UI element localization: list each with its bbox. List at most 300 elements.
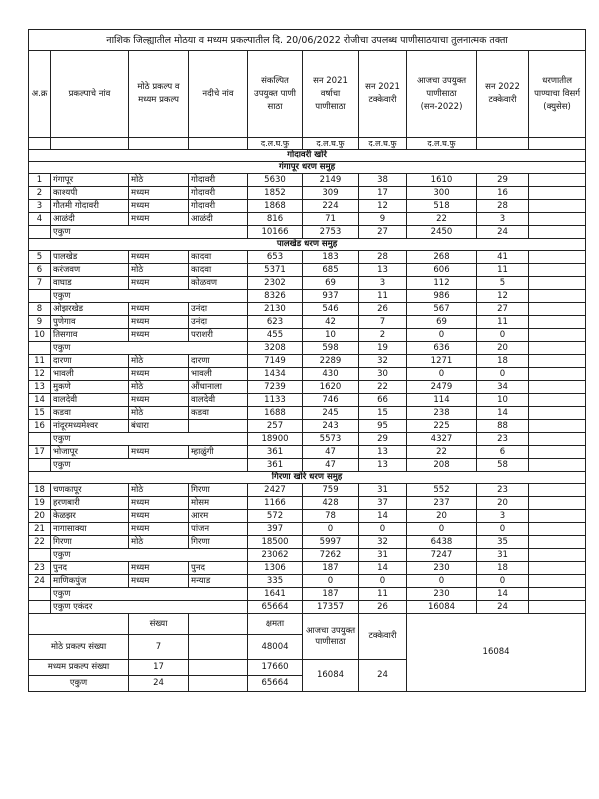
river-cell: पांजन xyxy=(189,523,248,536)
summary-block xyxy=(29,614,586,692)
river-cell: कादवा xyxy=(189,264,248,277)
total-row xyxy=(29,549,586,562)
river-cell: उनंदा xyxy=(189,316,248,329)
pct-2022-cell: 5 xyxy=(477,277,529,290)
table-row xyxy=(29,562,586,575)
header-type: मोठे प्रकल्प व मध्यम प्रकल्प xyxy=(129,51,189,138)
project-type-cell: मध्यम xyxy=(129,368,189,381)
project-type-cell: मध्यम xyxy=(129,394,189,407)
table-row xyxy=(29,510,586,523)
capacity-cell: 1434 xyxy=(248,368,303,381)
serial-cell: 14 xyxy=(29,394,51,407)
stock-2022-cell: 69 xyxy=(407,316,477,329)
pct-2021-cell: 12 xyxy=(359,200,407,213)
project-name-cell: केळझर xyxy=(51,510,129,523)
capacity-cell: 1641 xyxy=(248,588,303,601)
capacity-cell: 7239 xyxy=(248,381,303,394)
project-name-cell: मुकणे xyxy=(51,381,129,394)
summary-total-count: 24 xyxy=(129,676,189,692)
table-row xyxy=(29,575,586,588)
pct-2021-cell: 19 xyxy=(359,342,407,355)
stock-2022-cell: 986 xyxy=(407,290,477,303)
pct-2022-cell: 12 xyxy=(477,290,529,303)
total-row xyxy=(29,290,586,303)
project-type-cell: मोठे xyxy=(129,381,189,394)
pct-2022-cell: 23 xyxy=(477,484,529,497)
table-title: नाशिक जिल्ह्यातील मोठया व मध्यम प्रकल्पातील दि. 20/06/2022 रोजीचा उपलब्ध पाणीसाठयाचा तुलनात्मक तक्ता xyxy=(29,30,586,51)
capacity-cell: 1306 xyxy=(248,562,303,575)
serial-cell: 13 xyxy=(29,381,51,394)
river-cell: कादवा xyxy=(189,251,248,264)
header-pct-2022: सन 2022 टक्केवारी xyxy=(477,51,529,138)
project-name-cell: भोजापूर xyxy=(51,446,129,459)
stock-2022-cell: 238 xyxy=(407,407,477,420)
capacity-cell: 8326 xyxy=(248,290,303,303)
project-type-cell: मध्यम xyxy=(129,329,189,342)
table-row xyxy=(29,187,586,200)
header-stock-2021: सन 2021 वर्षाचा पाणीसाठा xyxy=(303,51,359,138)
project-name-cell: कडवा xyxy=(51,407,129,420)
table-row xyxy=(29,407,586,420)
capacity-cell: 335 xyxy=(248,575,303,588)
unit-label: द.ल.घ.फु xyxy=(359,138,407,150)
pct-2022-cell: 16 xyxy=(477,187,529,200)
capacity-cell: 623 xyxy=(248,316,303,329)
project-name-cell: गंगापूर xyxy=(51,174,129,187)
stock-2021-cell: 78 xyxy=(303,510,359,523)
pct-2021-cell: 0 xyxy=(359,523,407,536)
stock-2022-cell: 1271 xyxy=(407,355,477,368)
river-cell: गिरणा xyxy=(189,484,248,497)
stock-2022-cell: 237 xyxy=(407,497,477,510)
pct-2021-cell: 13 xyxy=(359,459,407,472)
pct-2022-cell: 3 xyxy=(477,213,529,226)
water-storage-table xyxy=(28,29,586,692)
project-type-cell: मोठे xyxy=(129,355,189,368)
pct-2021-cell: 14 xyxy=(359,510,407,523)
stock-2021-cell: 546 xyxy=(303,303,359,316)
total-label: एकुण एकंदर xyxy=(51,601,248,614)
pct-2021-cell: 9 xyxy=(359,213,407,226)
project-name-cell: नागासाक्या xyxy=(51,523,129,536)
summary-total-label: एकुण xyxy=(29,676,129,692)
stock-2022-cell: 606 xyxy=(407,264,477,277)
pct-2021-cell: 0 xyxy=(359,575,407,588)
river-cell: औंधानाला xyxy=(189,381,248,394)
header-sr: अ.क्र xyxy=(29,51,51,138)
table-body xyxy=(29,162,586,614)
pct-2021-cell: 32 xyxy=(359,355,407,368)
river-cell: वालदेवी xyxy=(189,394,248,407)
serial-cell: 1 xyxy=(29,174,51,187)
project-name-cell: करंजवण xyxy=(51,264,129,277)
capacity-cell: 1133 xyxy=(248,394,303,407)
stock-2021-cell: 71 xyxy=(303,213,359,226)
total-label: एकुण xyxy=(51,459,248,472)
capacity-cell: 455 xyxy=(248,329,303,342)
stock-2021-cell: 2753 xyxy=(303,226,359,239)
table-row xyxy=(29,446,586,459)
stock-2022-cell: 0 xyxy=(407,368,477,381)
pct-2022-cell: 0 xyxy=(477,329,529,342)
pct-2022-cell: 0 xyxy=(477,575,529,588)
pct-2021-cell: 26 xyxy=(359,303,407,316)
stock-2022-cell: 0 xyxy=(407,523,477,536)
pct-2022-cell: 27 xyxy=(477,303,529,316)
pct-2022-cell: 29 xyxy=(477,174,529,187)
stock-2022-cell: 208 xyxy=(407,459,477,472)
unit-label: द.ल.घ.फु xyxy=(248,138,303,150)
serial-cell: 6 xyxy=(29,264,51,277)
project-type-cell: मोठे xyxy=(129,174,189,187)
stock-2022-cell: 16084 xyxy=(407,601,477,614)
pct-2022-cell: 0 xyxy=(477,368,529,381)
project-name-cell: दारणा xyxy=(51,355,129,368)
capacity-cell: 1688 xyxy=(248,407,303,420)
stock-2021-cell: 69 xyxy=(303,277,359,290)
pct-2021-cell: 13 xyxy=(359,446,407,459)
header-capacity: संकल्पित उपयुक्त पाणी साठा xyxy=(248,51,303,138)
pct-2021-cell: 95 xyxy=(359,420,407,433)
table-row xyxy=(29,303,586,316)
capacity-cell: 65664 xyxy=(248,601,303,614)
pct-2022-cell: 11 xyxy=(477,316,529,329)
serial-cell: 16 xyxy=(29,420,51,433)
table-row xyxy=(29,277,586,290)
serial-cell: 2 xyxy=(29,187,51,200)
project-name-cell: पुणेगाव xyxy=(51,316,129,329)
stock-2021-cell: 47 xyxy=(303,459,359,472)
section-row xyxy=(29,239,586,251)
pct-2021-cell: 37 xyxy=(359,497,407,510)
capacity-cell: 5630 xyxy=(248,174,303,187)
river-cell: कोळवण xyxy=(189,277,248,290)
river-cell xyxy=(189,420,248,433)
pct-2021-cell: 11 xyxy=(359,588,407,601)
capacity-cell: 23062 xyxy=(248,549,303,562)
table-row xyxy=(29,497,586,510)
project-name-cell: गौतमी गोदावरी xyxy=(51,200,129,213)
project-type-cell: मध्यम xyxy=(129,213,189,226)
stock-2021-cell: 598 xyxy=(303,342,359,355)
river-cell: आळंदी xyxy=(189,213,248,226)
project-type-cell: मध्यम xyxy=(129,575,189,588)
pct-2022-cell: 10 xyxy=(477,394,529,407)
pct-2021-cell: 2 xyxy=(359,329,407,342)
project-type-cell: मध्यम xyxy=(129,510,189,523)
river-cell: म्हाळुंगी xyxy=(189,446,248,459)
project-type-cell: मोठे xyxy=(129,264,189,277)
total-row xyxy=(29,342,586,355)
total-label: एकुण xyxy=(51,549,248,562)
summary-mid-label: मध्यम प्रकल्प संख्या xyxy=(29,660,129,676)
capacity-cell: 653 xyxy=(248,251,303,264)
serial-cell: 10 xyxy=(29,329,51,342)
pct-2022-cell: 35 xyxy=(477,536,529,549)
capacity-cell: 361 xyxy=(248,446,303,459)
stock-2022-cell: 552 xyxy=(407,484,477,497)
pct-2021-cell: 17 xyxy=(359,187,407,200)
stock-2022-cell: 7247 xyxy=(407,549,477,562)
pct-2022-cell: 41 xyxy=(477,251,529,264)
total-label: एकुण xyxy=(51,226,248,239)
stock-2022-cell: 0 xyxy=(407,329,477,342)
table-row xyxy=(29,536,586,549)
stock-2021-cell: 5997 xyxy=(303,536,359,549)
total-label: एकुण xyxy=(51,588,248,601)
river-cell: मन्याड xyxy=(189,575,248,588)
unit-label: द.ल.घ.फु xyxy=(407,138,477,150)
header-discharge: धरणातील पाण्याचा विसर्ग (क्युसेस) xyxy=(529,51,586,138)
table-row xyxy=(29,394,586,407)
project-name-cell: नांदूरमध्यमेश्वर xyxy=(51,420,129,433)
stock-2021-cell: 0 xyxy=(303,523,359,536)
serial-cell: 8 xyxy=(29,303,51,316)
capacity-cell: 572 xyxy=(248,510,303,523)
pct-2022-cell: 31 xyxy=(477,549,529,562)
capacity-cell: 3208 xyxy=(248,342,303,355)
stock-2022-cell: 114 xyxy=(407,394,477,407)
pct-2022-cell: 11 xyxy=(477,264,529,277)
pct-2022-cell: 18 xyxy=(477,355,529,368)
stock-2022-cell: 22 xyxy=(407,446,477,459)
serial-cell: 20 xyxy=(29,510,51,523)
project-type-cell: मध्यम xyxy=(129,446,189,459)
table-row xyxy=(29,368,586,381)
header-pct-2021: सन 2021 टक्केवारी xyxy=(359,51,407,138)
pct-2021-cell: 7 xyxy=(359,316,407,329)
pct-2022-cell: 24 xyxy=(477,601,529,614)
serial-cell: 17 xyxy=(29,446,51,459)
project-type-cell: मध्यम xyxy=(129,523,189,536)
table-row xyxy=(29,174,586,187)
table-row xyxy=(29,484,586,497)
project-type-cell: बंधारा xyxy=(129,420,189,433)
stock-2022-cell: 300 xyxy=(407,187,477,200)
pct-2022-cell: 34 xyxy=(477,381,529,394)
summary-stock-header: आजचा उपयुक्त पाणीसाठा xyxy=(303,614,359,660)
summary-big-label: मोठे प्रकल्प संख्या xyxy=(29,635,129,660)
table-row xyxy=(29,381,586,394)
table-row xyxy=(29,213,586,226)
capacity-cell: 397 xyxy=(248,523,303,536)
stock-2021-cell: 17357 xyxy=(303,601,359,614)
pct-2022-cell: 58 xyxy=(477,459,529,472)
capacity-cell: 257 xyxy=(248,420,303,433)
river-cell: गिरणा xyxy=(189,536,248,549)
stock-2021-cell: 245 xyxy=(303,407,359,420)
stock-2021-cell: 430 xyxy=(303,368,359,381)
pct-2021-cell: 66 xyxy=(359,394,407,407)
stock-2021-cell: 428 xyxy=(303,497,359,510)
pct-2021-cell: 30 xyxy=(359,368,407,381)
pct-2021-cell: 22 xyxy=(359,381,407,394)
section-row xyxy=(29,162,586,174)
serial-cell: 5 xyxy=(29,251,51,264)
project-name-cell: वालदेवी xyxy=(51,394,129,407)
capacity-cell: 7149 xyxy=(248,355,303,368)
project-name-cell: तिसगाव xyxy=(51,329,129,342)
stock-2021-cell: 685 xyxy=(303,264,359,277)
project-type-cell: मध्यम xyxy=(129,497,189,510)
project-type-cell: मध्यम xyxy=(129,187,189,200)
table-row xyxy=(29,420,586,433)
river-cell: दारणा xyxy=(189,355,248,368)
summary-count-header: संख्या xyxy=(129,614,189,635)
river-cell: उनंदा xyxy=(189,303,248,316)
stock-2021-cell: 7262 xyxy=(303,549,359,562)
stock-2021-cell: 243 xyxy=(303,420,359,433)
stock-2021-cell: 2289 xyxy=(303,355,359,368)
pct-2021-cell: 11 xyxy=(359,290,407,303)
table-row xyxy=(29,329,586,342)
pct-2021-cell: 3 xyxy=(359,277,407,290)
pct-2022-cell: 0 xyxy=(477,523,529,536)
stock-2021-cell: 2149 xyxy=(303,174,359,187)
stock-2021-cell: 224 xyxy=(303,200,359,213)
summary-pct-value: 24 xyxy=(359,660,407,692)
table-row xyxy=(29,523,586,536)
table-row xyxy=(29,355,586,368)
pct-2021-cell: 29 xyxy=(359,433,407,446)
total-row xyxy=(29,588,586,601)
pct-2021-cell: 38 xyxy=(359,174,407,187)
capacity-cell: 1868 xyxy=(248,200,303,213)
project-name-cell: पालखेड xyxy=(51,251,129,264)
project-type-cell: मध्यम xyxy=(129,277,189,290)
pct-2022-cell: 3 xyxy=(477,510,529,523)
total-row xyxy=(29,226,586,239)
pct-2022-cell: 20 xyxy=(477,342,529,355)
table-row xyxy=(29,200,586,213)
project-type-cell: मध्यम xyxy=(129,303,189,316)
capacity-cell: 816 xyxy=(248,213,303,226)
stock-2021-cell: 10 xyxy=(303,329,359,342)
stock-2022-cell: 112 xyxy=(407,277,477,290)
stock-2022-cell: 0 xyxy=(407,575,477,588)
project-name-cell: आळंदी xyxy=(51,213,129,226)
capacity-cell: 2130 xyxy=(248,303,303,316)
total-row xyxy=(29,601,586,614)
stock-2022-cell: 22 xyxy=(407,213,477,226)
capacity-cell: 18900 xyxy=(248,433,303,446)
header-river: नदीचे नांव xyxy=(189,51,248,138)
project-name-cell: भावली xyxy=(51,368,129,381)
pct-2021-cell: 15 xyxy=(359,407,407,420)
stock-2022-cell: 2479 xyxy=(407,381,477,394)
project-type-cell: मोठे xyxy=(129,536,189,549)
serial-cell: 4 xyxy=(29,213,51,226)
header-name: प्रकल्पाचे नांव xyxy=(51,51,129,138)
project-type-cell: मोठे xyxy=(129,484,189,497)
pct-2021-cell: 32 xyxy=(359,536,407,549)
pct-2021-cell: 26 xyxy=(359,601,407,614)
total-row xyxy=(29,433,586,446)
pct-2021-cell: 31 xyxy=(359,549,407,562)
pct-2021-cell: 13 xyxy=(359,264,407,277)
capacity-cell: 18500 xyxy=(248,536,303,549)
pct-2021-cell: 14 xyxy=(359,562,407,575)
summary-pct-header: टक्केवारी xyxy=(359,614,407,660)
capacity-cell: 361 xyxy=(248,459,303,472)
stock-2021-cell: 42 xyxy=(303,316,359,329)
capacity-cell: 1166 xyxy=(248,497,303,510)
project-name-cell: वाघाड xyxy=(51,277,129,290)
stock-2022-cell: 6438 xyxy=(407,536,477,549)
serial-cell: 21 xyxy=(29,523,51,536)
stock-2022-cell: 1610 xyxy=(407,174,477,187)
stock-2021-cell: 183 xyxy=(303,251,359,264)
pct-2022-cell: 23 xyxy=(477,433,529,446)
project-name-cell: पुनद xyxy=(51,562,129,575)
project-name-cell: ओझरखेड xyxy=(51,303,129,316)
stock-2022-cell: 230 xyxy=(407,588,477,601)
serial-cell: 24 xyxy=(29,575,51,588)
pct-2022-cell: 28 xyxy=(477,200,529,213)
project-type-cell: मध्यम xyxy=(129,200,189,213)
pct-2022-cell: 18 xyxy=(477,562,529,575)
pct-2022-cell: 14 xyxy=(477,588,529,601)
project-name-cell: माणिकपुंज xyxy=(51,575,129,588)
river-cell: गोदावरी xyxy=(189,174,248,187)
serial-cell: 23 xyxy=(29,562,51,575)
stock-2022-cell: 225 xyxy=(407,420,477,433)
pct-2021-cell: 28 xyxy=(359,251,407,264)
stock-2021-cell: 759 xyxy=(303,484,359,497)
basin-label: गोदावरी खोरे xyxy=(29,150,586,162)
summary-big-capacity: 48004 xyxy=(248,635,303,660)
total-label: एकुण xyxy=(51,290,248,303)
river-cell: भावली xyxy=(189,368,248,381)
river-cell: कडवा xyxy=(189,407,248,420)
project-type-cell: मध्यम xyxy=(129,251,189,264)
summary-stock-value: 16084 xyxy=(303,660,359,692)
river-cell: मोसम xyxy=(189,497,248,510)
project-type-cell: मध्यम xyxy=(129,562,189,575)
pct-2022-cell: 14 xyxy=(477,407,529,420)
capacity-cell: 1852 xyxy=(248,187,303,200)
stock-2022-cell: 4327 xyxy=(407,433,477,446)
total-row xyxy=(29,459,586,472)
table-row xyxy=(29,264,586,277)
table-row xyxy=(29,251,586,264)
capacity-cell: 2427 xyxy=(248,484,303,497)
river-cell: पुनद xyxy=(189,562,248,575)
serial-cell: 22 xyxy=(29,536,51,549)
stock-2022-cell: 2450 xyxy=(407,226,477,239)
summary-mid-count: 17 xyxy=(129,660,189,676)
total-label: एकुण xyxy=(51,342,248,355)
summary-total-capacity: 65664 xyxy=(248,676,303,692)
stock-2021-cell: 187 xyxy=(303,588,359,601)
stock-2021-cell: 309 xyxy=(303,187,359,200)
stock-2022-cell: 20 xyxy=(407,510,477,523)
pct-2021-cell: 31 xyxy=(359,484,407,497)
stock-2021-cell: 1620 xyxy=(303,381,359,394)
serial-cell: 15 xyxy=(29,407,51,420)
pct-2022-cell: 88 xyxy=(477,420,529,433)
serial-cell: 7 xyxy=(29,277,51,290)
river-cell: पराशरी xyxy=(189,329,248,342)
project-type-cell: मोठे xyxy=(129,407,189,420)
section-label: गंगापूर धरण समुह xyxy=(29,162,586,174)
section-label: गिरणा खोरे धरण समुह xyxy=(29,472,586,484)
project-name-cell: हरणबारी xyxy=(51,497,129,510)
serial-cell: 11 xyxy=(29,355,51,368)
project-name-cell: गिरणा xyxy=(51,536,129,549)
stock-2022-cell: 567 xyxy=(407,303,477,316)
pct-2022-cell: 20 xyxy=(477,497,529,510)
